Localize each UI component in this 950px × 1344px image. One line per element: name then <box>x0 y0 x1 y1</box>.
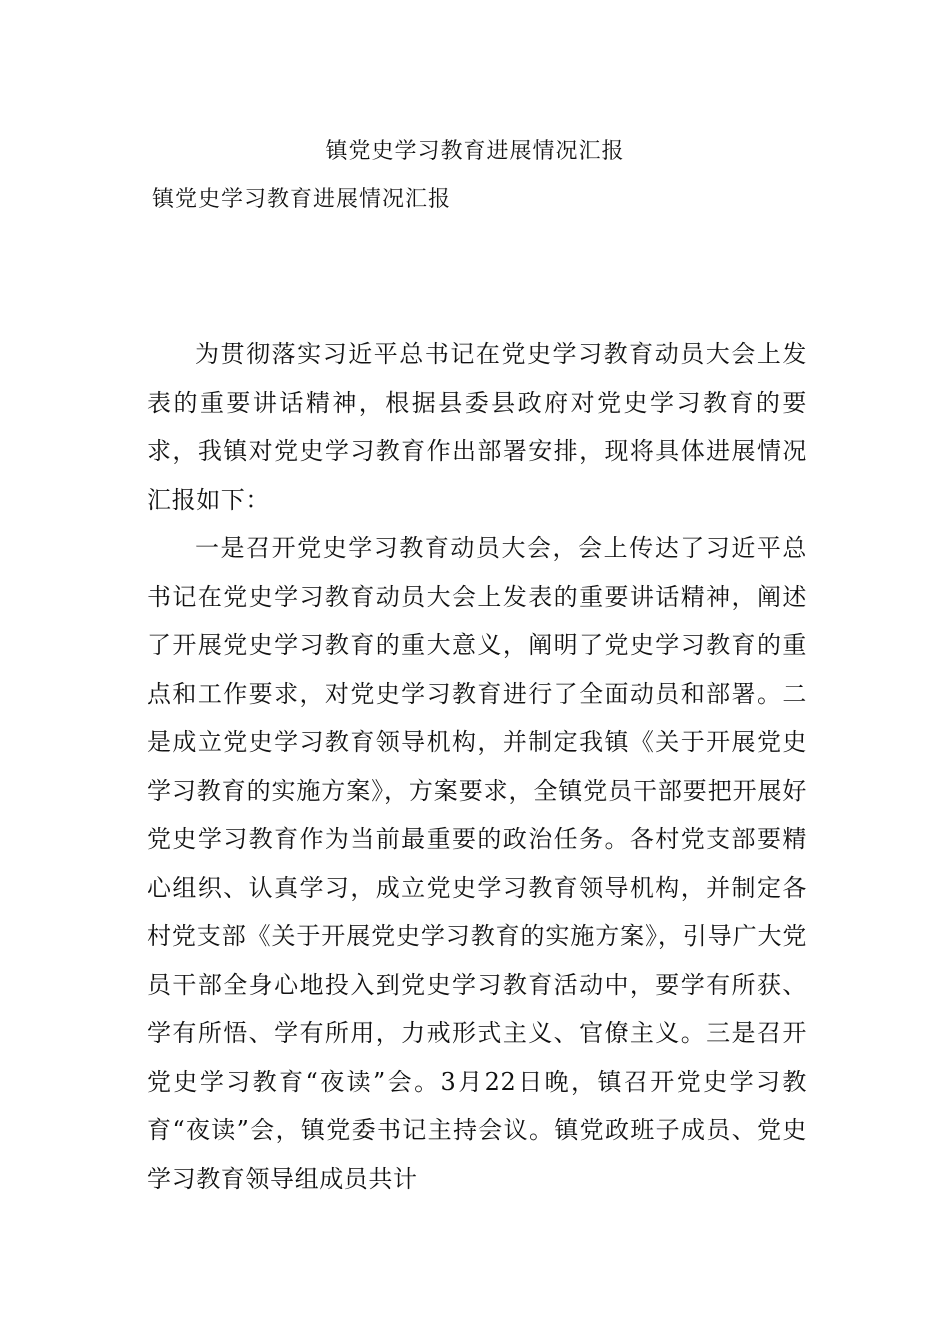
paragraph-progress: 一是召开党史学习教育动员大会，会上传达了习近平总书记在党史学习教育动员大会上发表的重要讲话精神，阐述了开展党史学习教育的重大意义，阐明了党史学习教育的重点和工作要求，对党史学习教育进行了全面动员和部署。二是成立党史学习教育领导机构，并制定我镇《关于开展党史学习教育的实施方案》，方案要求，全镇党员干部要把开展好党史学习教育作为当前最重要的政治任务。各村党支部要精心组织、认真学习，成立党史学习教育领导机构，并制定各村党支部《关于开展党史学习教育的实施方案》，引导广大党员干部全身心地投入到党史学习教育活动中，要学有所获、学有所悟、学有所用，力戒形式主义、官僚主义。三是召开党史学习教育“夜读”会。3月22日晚，镇召开党史学习教育“夜读”会，镇党委书记主持会议。镇党政班子成员、党史学习教育领导组成员共计 <box>147 534 807 1193</box>
paragraph-intro: 为贯彻落实习近平总书记在党史学习教育动员大会上发表的重要讲话精神，根据县委县政府对党史学习教育的要求，我镇对党史学习教育作出部署安排，现将具体进展情况汇报如下： <box>147 340 807 514</box>
document-title: 镇党史学习教育进展情况汇报 <box>325 139 625 164</box>
document-body <box>147 330 807 1203</box>
document-subtitle: 镇党史学习教育进展情况汇报 <box>152 187 452 212</box>
